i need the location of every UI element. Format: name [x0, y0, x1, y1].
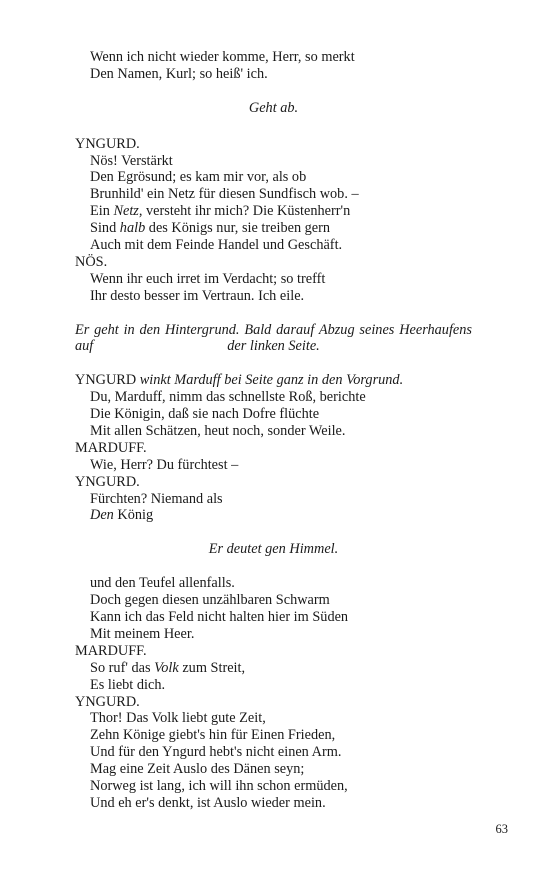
speaker-name: NÖS.: [75, 253, 108, 270]
verse-line: Kann ich das Feld nicht halten hier im Süden: [90, 609, 349, 626]
verse-line: Brunhild' ein Netz für diesen Sundfisch wob. –: [90, 186, 359, 203]
speaker-name: YNGURD.: [75, 693, 140, 710]
verse-line: Nös! Verstärkt: [90, 152, 173, 169]
page-number: 63: [495, 822, 508, 836]
verse-line: Den König: [90, 507, 154, 524]
stage-direction: Geht ab.: [248, 99, 299, 116]
verse-line: Und eh er's denkt, ist Auslo wieder mein.: [90, 794, 326, 811]
stage-direction: Er deutet gen Himmel.: [208, 541, 339, 558]
verse-line: Die Königin, daß sie nach Dofre flüchte: [90, 406, 320, 423]
verse-line: Den Egrösund; es kam mir vor, als ob: [90, 169, 307, 186]
verse-line: So ruf' das Volk zum Streit,: [90, 659, 246, 676]
verse-line: Doch gegen diesen unzählbaren Schwarm: [90, 592, 330, 609]
verse-line: Du, Marduff, nimm das schnellste Roß, berichte: [90, 389, 366, 406]
speaker-name: YNGURD.: [75, 473, 140, 490]
speaker-with-direction: [75, 372, 472, 389]
verse-line: Wenn ihr euch irret im Verdacht; so trefft: [90, 270, 326, 287]
verse-line: Ein Netz, versteht ihr mich? Die Küstenherr'n: [90, 203, 351, 220]
verse-line: Mag eine Zeit Auslo des Dänen seyn;: [90, 761, 305, 778]
verse-line: und den Teufel allenfalls.: [90, 575, 235, 592]
stage-direction: der linken Seite.: [227, 338, 320, 355]
verse-line: Zehn Könige giebt's hin für Einen Frieden,: [90, 727, 336, 744]
verse-line: Sind halb des Königs nur, sie treiben gern: [90, 220, 331, 237]
verse-line: Mit meinem Heer.: [90, 625, 195, 642]
verse-line: Fürchten? Niemand als: [90, 490, 223, 507]
verse-line: Ihr desto besser im Vertraun. Ich eile.: [90, 287, 305, 304]
verse-line: Norweg ist lang, ich will ihn schon ermüden,: [90, 777, 348, 794]
verse-line: Wenn ich nicht wieder komme, Herr, so merkt: [90, 49, 355, 65]
stage-direction: winkt Marduff bei Seite ganz in den Vorgrund.: [139, 372, 404, 389]
play-text: [75, 49, 472, 812]
verse-line: Wie, Herr? Du fürchtest –: [90, 456, 239, 473]
stage-direction: Er geht in den Hintergrund. Bald darauf Abzug seines Heerhaufens auf: [75, 321, 472, 355]
speaker-name: MARDUFF.: [75, 642, 147, 659]
verse-line: Thor! Das Volk liebt gute Zeit,: [90, 710, 266, 727]
speaker-name: YNGURD.: [75, 135, 140, 152]
speaker-name: MARDUFF.: [75, 439, 147, 456]
verse-line: Auch mit dem Feinde Handel und Geschäft.: [90, 237, 343, 254]
speaker-name: YNGURD: [75, 372, 137, 389]
verse-line: Und für den Yngurd hebt's nicht einen Arm.: [90, 744, 342, 761]
verse-line: Mit allen Schätzen, heut noch, sonder Weile.: [90, 423, 346, 440]
verse-line: Den Namen, Kurl; so heiß' ich.: [90, 65, 268, 82]
verse-line: Es liebt dich.: [90, 676, 166, 693]
